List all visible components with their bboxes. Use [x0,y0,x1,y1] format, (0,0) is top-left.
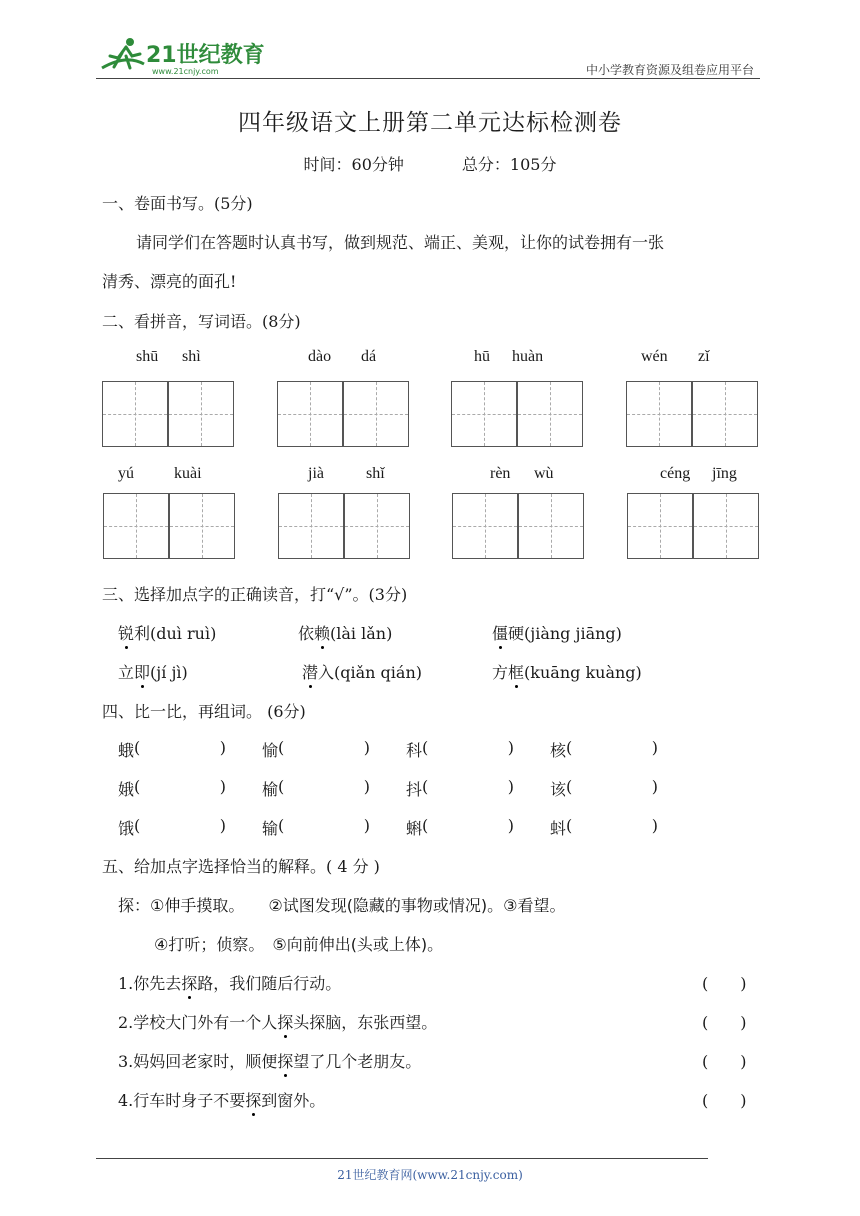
pinyin-syllable: shǐ [366,465,385,482]
answer-paren[interactable]: ( ) [278,777,370,796]
svg-text:21世纪教育: 21世纪教育 [146,43,265,68]
time-limit: 时间：60分钟 [303,155,404,174]
dotted-char: 即 [134,660,150,683]
answer-paren[interactable]: ( ) [702,1013,747,1032]
pronunciation-item[interactable]: 僵硬(jiàng jiāng) [492,621,622,644]
compare-char: 榆 [262,780,279,799]
pinyin-syllable: kuài [174,465,202,482]
pinyin-syllable: dào [308,348,332,365]
answer-paren[interactable]: ( ) [566,738,658,757]
compare-char: 蚪 [550,819,567,838]
runner-logo-icon [96,34,266,78]
definition-line-1: 探：①伸手摸取。 ②试图发现(隐藏的事物或情况)。③看望。 [118,896,566,915]
answer-paren[interactable]: ( ) [702,1091,747,1110]
page-title: 四年级语文上册第二单元达标检测卷 [238,110,622,136]
question-item: 2.学校大门外有一个人探头探脑，东张西望。 [118,1010,437,1033]
dotted-char: 僵 [492,621,508,644]
writing-box[interactable] [452,493,518,559]
dotted-char: 框 [508,660,524,683]
pinyin-syllable: wén [641,348,668,365]
pinyin-syllable: hū [474,348,490,365]
writing-box[interactable] [277,381,343,447]
exam-meta [0,152,860,175]
compare-char: 抖 [406,780,423,799]
writing-box[interactable] [692,381,758,447]
answer-paren[interactable]: ( ) [702,974,747,993]
site-logo [96,34,266,78]
writing-box[interactable] [344,493,410,559]
answer-paren[interactable]: ( ) [278,816,370,835]
answer-paren[interactable]: ( ) [422,816,514,835]
writing-box[interactable] [102,381,168,447]
total-score: 总分：105分 [461,155,557,174]
answer-paren[interactable]: ( ) [566,777,658,796]
compare-char: 该 [550,780,567,799]
pinyin-syllable: jià [308,465,324,482]
writing-box[interactable] [693,493,759,559]
compare-char: 愉 [262,741,279,760]
section-1-heading: 一、卷面书写。(5分) [102,194,253,213]
writing-box[interactable] [103,493,169,559]
answer-paren[interactable]: ( ) [566,816,658,835]
compare-char: 饿 [118,819,135,838]
svg-text:www.21cnjy.com: www.21cnjy.com [152,67,219,76]
writing-box[interactable] [168,381,234,447]
writing-box[interactable] [278,493,344,559]
section-1-text-line2: 清秀、漂亮的面孔! [102,272,237,291]
question-item: 1.你先去探路，我们随后行动。 [118,971,341,994]
compare-char: 蛾 [118,741,135,760]
pinyin-syllable: rèn [490,465,511,482]
header-platform-text: 中小学教育资源及组卷应用平台 [585,63,754,77]
answer-paren[interactable]: ( ) [422,738,514,757]
pronunciation-item[interactable]: 依赖(lài lǎn) [298,621,392,644]
compare-char: 蝌 [406,819,423,838]
dotted-char: 探 [181,971,197,994]
pinyin-syllable: dá [361,348,377,365]
answer-paren[interactable]: ( ) [422,777,514,796]
answer-paren[interactable]: ( ) [134,777,226,796]
question-item: 3.妈妈回老家时，顺便探望了几个老朋友。 [118,1049,421,1072]
answer-paren[interactable]: ( ) [702,1052,747,1071]
writing-box[interactable] [343,381,409,447]
writing-box[interactable] [169,493,235,559]
pronunciation-item[interactable]: 锐利(duì ruì) [118,621,216,644]
pronunciation-item[interactable]: 潜入(qiǎn qián) [302,660,422,683]
pronunciation-item[interactable]: 立即(jí jì) [118,660,188,683]
pinyin-syllable: jīng [712,465,737,482]
answer-paren[interactable]: ( ) [278,738,370,757]
pinyin-syllable: yú [118,465,134,482]
compare-char: 输 [262,819,279,838]
footer-link[interactable]: 21世纪教育网(www.21cnjy.com) [337,1168,523,1182]
dotted-char: 锐 [118,621,134,644]
pinyin-syllable: zǐ [698,348,710,365]
compare-char: 科 [406,741,423,760]
section-3-heading: 三、选择加点字的正确读音，打“√”。(3分) [102,585,408,604]
header-divider [96,78,760,79]
answer-paren[interactable]: ( ) [134,816,226,835]
section-5-heading: 五、给加点字选择恰当的解释。( 4 分 ) [102,857,380,876]
question-item: 4.行车时身子不要探到窗外。 [118,1088,325,1111]
dotted-char: 潜 [302,660,318,683]
section-4-heading: 四、比一比，再组词。 (6分) [102,702,306,721]
section-2-heading: 二、看拼音，写词语。(8分) [102,312,301,331]
dotted-char: 探 [245,1088,261,1111]
section-1-text-line1: 请同学们在答题时认真书写，做到规范、端正、美观，让你的试卷拥有一张 [136,233,665,252]
writing-box[interactable] [451,381,517,447]
compare-char: 娥 [118,780,135,799]
pinyin-syllable: huàn [512,348,544,365]
writing-box[interactable] [627,493,693,559]
pinyin-syllable: shì [182,348,201,365]
definition-line-2: ④打听；侦察。 ⑤向前伸出(头或上体)。 [154,935,444,954]
answer-paren[interactable]: ( ) [134,738,226,757]
writing-box[interactable] [626,381,692,447]
pinyin-syllable: céng [660,465,691,482]
dotted-char: 探 [277,1049,293,1072]
dotted-char: 赖 [314,621,330,644]
pinyin-syllable: shū [136,348,159,365]
compare-char: 核 [550,741,567,760]
dotted-char: 探 [277,1010,293,1033]
pinyin-syllable: wù [534,465,554,482]
footer-divider [96,1158,708,1159]
writing-box[interactable] [518,493,584,559]
writing-box[interactable] [517,381,583,447]
pronunciation-item[interactable]: 方框(kuāng kuàng) [492,660,642,683]
